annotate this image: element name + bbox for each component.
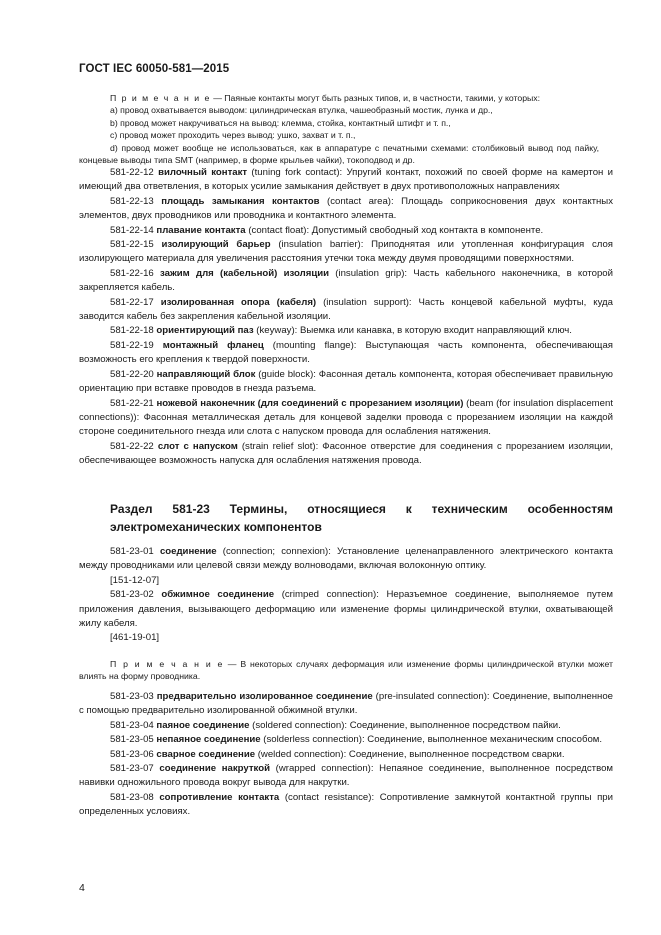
note-crimp-body: — В некоторых случаях деформация или изменение формы цилиндрической втулки может влиять на форму проводника.	[79, 659, 613, 682]
note-item: b) провод может накручиваться на вывод: клемма, стойка, контактный штифт и т. п.,	[110, 117, 451, 128]
term-number: 581-23-04	[110, 719, 154, 731]
term-name: сварное соединение	[156, 748, 256, 760]
term-entry	[79, 224, 613, 238]
term-entry	[79, 791, 613, 820]
term-definition: (wrapped connection): Непаяное соединение, выполненное посредством навивки одножильного провода вокруг вывода для накрутки.	[79, 763, 614, 789]
term-definition: (contact float): Допустимый свободный ход контакта в компоненте.	[245, 224, 544, 236]
term-name: предварительно изолированное соединение	[156, 691, 373, 702]
term-definition: (contact area): Площадь соприкосновения двух контактных элементов, двух проводников или проводника и контактного элемента.	[79, 195, 614, 222]
page-number: 4	[79, 882, 85, 894]
term-definition: (insulation grip): Часть кабельного наконечника, в которой закрепляется кабель.	[79, 267, 613, 294]
term-entry	[79, 166, 613, 195]
term-definition: (pre-insulated connection): Соединение, выполненное с помощью предварительно изолированной обжимной втулки.	[79, 691, 613, 717]
note-item: с) провод может проходить через вывод: ушко, захват и т. п.,	[110, 130, 356, 141]
term-definition: (welded connection): Соединение, выполненное посредством сварки.	[255, 748, 565, 760]
note-intro	[79, 92, 599, 104]
note-item: а) провод охватывается выводом: цилиндрическая втулка, чашеобразный мостик, лунка и др.,	[110, 105, 493, 116]
term-name: обжимное соединение	[161, 589, 275, 601]
term-name: плавание контакта	[156, 224, 246, 236]
term-name: площадь замыкания контактов	[161, 195, 320, 207]
term-definition: (crimped connection): Неразъемное соединение, выполняемое путем приложения давления, вызывающего деформацию или изменение формы цилиндрической втулки, охватывающей жилу кабеля.	[79, 589, 613, 630]
term-definition: (soldered connection): Соединение, выполненное посредством пайки.	[249, 719, 561, 731]
term-number: 581-22-15	[110, 239, 154, 251]
term-entry	[79, 440, 613, 469]
note-crimp	[79, 658, 613, 683]
term-entry	[79, 719, 613, 733]
note-lead: П р и м е ч а н и е	[110, 93, 211, 103]
term-name: паяное соединение	[156, 719, 250, 731]
term-name: изолированная опора (кабеля)	[160, 296, 317, 308]
term-name: сопротивление контакта	[159, 791, 280, 803]
term-number: 581-23-01	[110, 546, 154, 557]
term-number: 581-23-08	[110, 791, 154, 803]
term-entry	[79, 397, 613, 440]
term-number: 581-23-07	[110, 763, 154, 775]
term-definition: (connection; connexion): Установление целенаправленного электрического контакта между проводниками или целевой связи между волноводами, включая волоконную оптику.	[79, 546, 613, 572]
term-entry	[79, 733, 613, 747]
term-definition: (insulation barrier): Приподнятая или утопленная конфигурация слоя изолирующего материала для увеличения расстояния утечки тока между двумя проводящими поверхностями.	[79, 239, 613, 265]
term-number: 581-23-03	[110, 691, 154, 702]
term-name: монтажный фланец	[162, 339, 264, 351]
term-number: 581-23-06	[110, 748, 154, 760]
term-number: 581-22-12	[110, 167, 154, 178]
note-item: d) провод может вообще не использоваться, как в аппаратуре с печатными схемами: столбиковый вывод под пайку, концевые выводы типа SMT (например, в форме крыльев чайки), токоподвод и др.	[79, 142, 599, 166]
term-entry	[79, 545, 613, 574]
term-number: 581-22-21	[110, 397, 154, 409]
terms-section-23-part1	[79, 545, 613, 646]
term-reference: [151-12-07]	[110, 574, 160, 586]
note-intro-text: — Паяные контакты могут быть разных типов, и, в частности, такими, у которых:	[210, 93, 541, 103]
term-number: 581-23-05	[110, 734, 154, 746]
term-name: соединение накруткой	[159, 763, 270, 775]
term-definition: (strain relief slot): Фасонное отверстие для соединения с прорезанием изоляции, обеспечивающее возможность напуска для ослабления натяжения провода.	[79, 440, 614, 467]
term-entry	[79, 690, 613, 719]
term-entry	[79, 324, 613, 338]
term-definition: (guide block): Фасонная деталь компонента, которая обеспечивает правильную ориентацию при вставке проводов в гнезда разъема.	[79, 368, 613, 395]
term-name: направляющий блок	[156, 368, 256, 380]
term-name: зажим для (кабельной) изоляции	[159, 267, 330, 279]
term-entry	[79, 238, 613, 267]
term-name: изолирующий барьер	[161, 239, 271, 251]
term-name: слот с напуском	[157, 440, 238, 452]
term-entry	[79, 588, 613, 631]
term-definition: (beam (for insulation displacement connections)): Фасонная металлическая деталь для концевой заделки провода с прорезанием изоляции на каждой стороне соединительного гнезда или слота с напуском провода для ослабления натяжения.	[79, 397, 613, 438]
term-entry	[79, 296, 613, 325]
term-definition: (solderless connection): Соединение, выполненное механическим способом.	[260, 734, 603, 746]
term-number: 581-22-18	[110, 325, 154, 337]
term-number: 581-22-20	[110, 368, 154, 380]
term-entry	[79, 339, 613, 368]
note-crimp-text	[79, 658, 613, 683]
section-title: Раздел 581-23 Термины, относящиеся к техническим особенностям электромеханических компонентов	[110, 502, 613, 534]
term-definition: (tuning fork contact): Упругий контакт, похожий по своей форме на камертон и имеющий два ответвления, в которых усилие замыкания действует в двух противоположных направлениях	[79, 167, 613, 193]
term-name: ножевой наконечник (для соединений с прорезанием изоляции)	[156, 397, 464, 409]
term-number: 581-22-16	[110, 267, 154, 279]
term-name: непаяное соединение	[156, 734, 261, 746]
term-definition: (keyway): Выемка или канавка, в которую входит направляющий ключ.	[253, 325, 572, 337]
terms-section-22	[79, 166, 613, 469]
term-number: 581-22-19	[110, 339, 154, 351]
term-name: соединение	[159, 546, 217, 557]
terms-section-23-part2	[79, 690, 613, 820]
term-definition: (mounting flange): Выступающая часть компонента, обеспечивающая возможность его крепления к твердой поверхности.	[79, 339, 613, 366]
term-entry	[79, 762, 613, 791]
document-header: ГОСТ IEC 60050-581—2015	[79, 63, 230, 75]
term-entry	[79, 195, 613, 224]
note-solder-contacts	[79, 92, 599, 166]
term-number: 581-22-22	[110, 440, 154, 452]
term-entry	[79, 267, 613, 296]
term-reference: [461-19-01]	[110, 632, 160, 644]
term-number: 581-22-13	[110, 195, 154, 207]
term-definition: (contact resistance): Сопротивление замкнутой контактной группы при определенных условиях.	[79, 791, 613, 818]
term-entry	[79, 368, 613, 397]
term-number: 581-22-14	[110, 224, 154, 236]
term-number: 581-22-17	[110, 296, 154, 308]
term-definition: (insulation support): Часть концевой кабельной муфты, куда заводится кабель без закрепления кабельной изоляции.	[79, 296, 613, 323]
term-name: ориентирующий паз	[156, 325, 254, 337]
term-name: вилочный контакт	[158, 167, 248, 178]
note-lead: П р и м е ч а н и е	[110, 659, 224, 669]
term-entry	[79, 748, 613, 762]
term-number: 581-23-02	[110, 589, 154, 601]
